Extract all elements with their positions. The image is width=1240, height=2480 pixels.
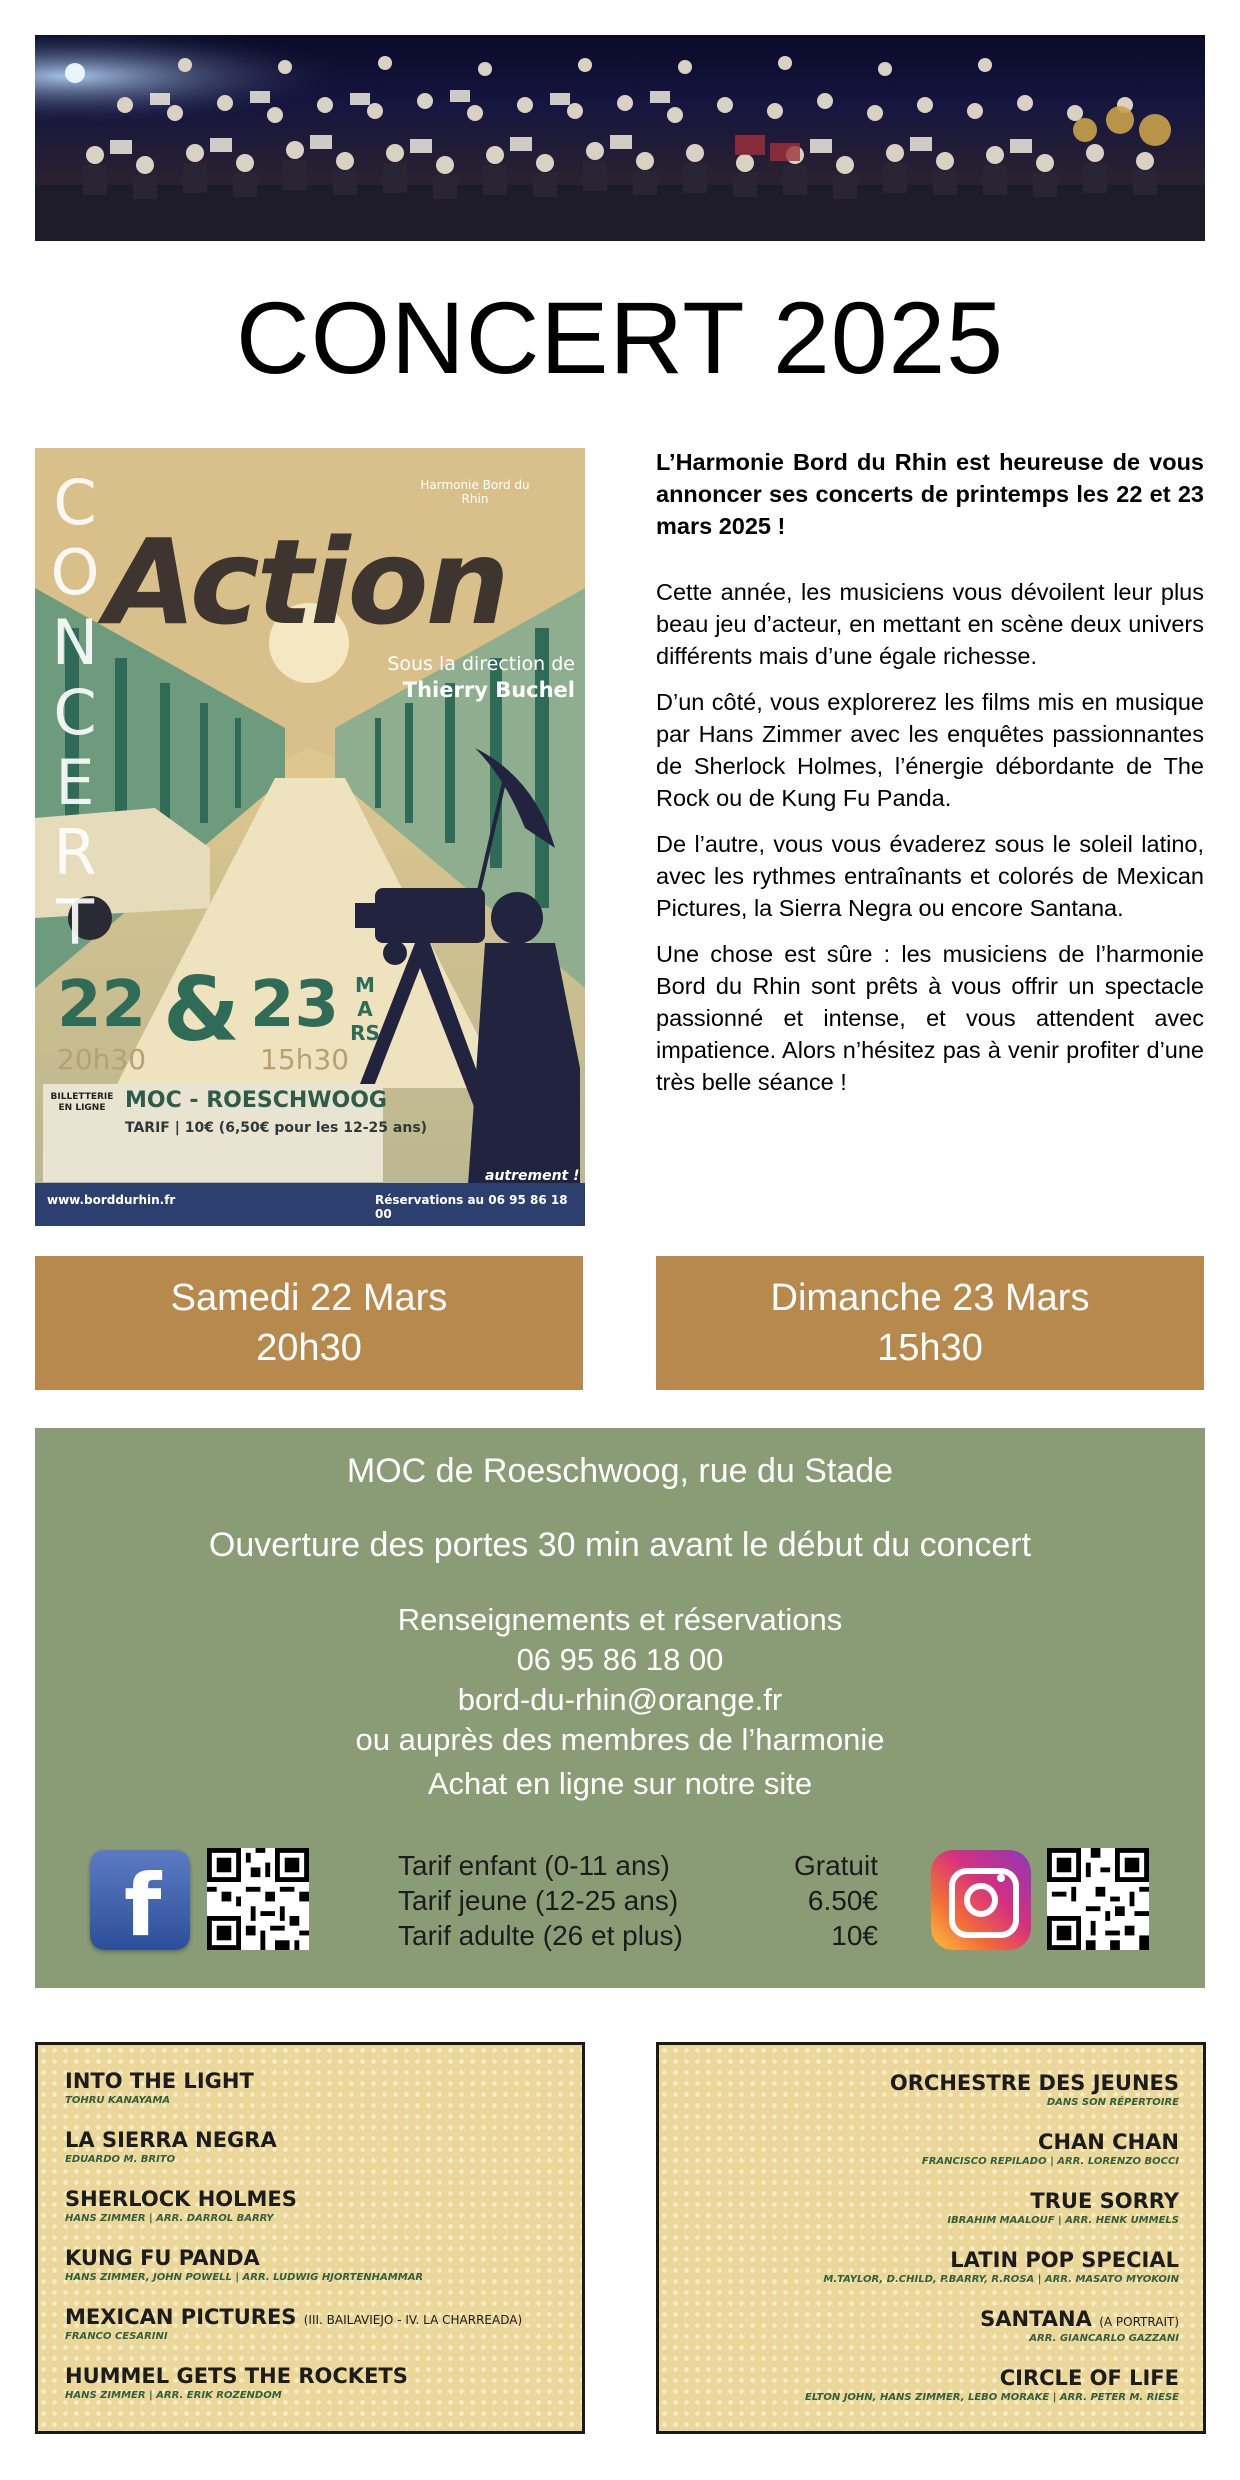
- intro-lead: L’Harmonie Bord du Rhin est heureuse de vous annoncer ses concerts de printemps les 22 et 23 mars 2025 !: [656, 449, 1204, 539]
- doors-opening: Ouverture des portes 30 min avant le début du concert: [208, 1526, 1032, 1564]
- contact-phone: 06 95 86 18 00: [516, 1642, 724, 1677]
- program-panel-left: [35, 2042, 585, 2434]
- poster-day1: 22: [57, 968, 147, 1042]
- program-item: [65, 2069, 565, 2106]
- poster-tagline: autrement !: [485, 1168, 580, 1184]
- tarif-price: 10€: [831, 1920, 878, 1951]
- poster-tarif: TARIF | 10€ (6,50€ pour les 12-25 ans): [125, 1120, 428, 1136]
- poster-conductor: Thierry Buchel: [402, 678, 575, 702]
- piece-title: INTO THE LIGHT: [65, 2069, 254, 2093]
- poster-vertical-concert: CONCERT: [50, 466, 100, 959]
- instagram-qr-code: [1047, 1848, 1149, 1950]
- poster-direction-label: Sous la direction de: [387, 653, 575, 675]
- facebook-qr-code: [207, 1848, 309, 1950]
- program-item: [65, 2128, 565, 2165]
- program-item: [679, 2248, 1179, 2285]
- orchestra-banner-photo: [35, 35, 1205, 241]
- poster-org-name: Harmonie Bord du Rhin: [420, 478, 530, 506]
- program-item: [679, 2366, 1179, 2403]
- program-item: [65, 2246, 565, 2283]
- piece-credit: ARR. GIANCARLO GAZZANI: [1029, 2333, 1179, 2344]
- poster-time2: 15h30: [260, 1043, 350, 1076]
- concert-poster: [35, 448, 585, 1226]
- poster-month: MARS: [350, 973, 380, 1045]
- poster-time1: 20h30: [57, 1043, 147, 1076]
- piece-subtitle: (III. BAILAVIEJO - IV. LA CHARREADA): [303, 2313, 523, 2327]
- piece-subtitle: (A PORTRAIT): [1099, 2315, 1179, 2329]
- intro-paragraph-3: De l’autre, vous vous évaderez sous le soleil latino, avec les rythmes entraînants et colorés de Mexican Pictures, la Sierra Negra ou encore Santana.: [656, 831, 1204, 921]
- orchestra-photo-illustration: [35, 35, 1205, 241]
- piece-credit: EDUARDO M. BRITO: [65, 2154, 176, 2165]
- date-day: Dimanche 23 Mars: [770, 1277, 1090, 1319]
- tarif-table: [398, 1848, 878, 1953]
- piece-credit: HANS ZIMMER | ARR. DARROL BARRY: [65, 2213, 274, 2224]
- piece-title: TRUE SORRY: [1030, 2189, 1179, 2213]
- piece-title: LA SIERRA NEGRA: [65, 2128, 277, 2152]
- date-box-sunday: [656, 1256, 1204, 1390]
- tarif-price: Gratuit: [793, 1850, 878, 1881]
- piece-credit: DANS SON RÉPERTOIRE: [1046, 2097, 1179, 2108]
- intro-paragraph-2: D’un côté, vous explorerez les films mis en musique par Hans Zimmer avec les enquêtes passionnantes de Sherlock Holmes, l’énergie débordante de The Rock ou de Kung Fu Panda.: [656, 689, 1204, 811]
- program-panel-right: [656, 2042, 1206, 2434]
- piece-title: KUNG FU PANDA: [65, 2246, 260, 2270]
- poster-day2: 23: [250, 968, 340, 1042]
- intro-paragraph-1: Cette année, les musiciens vous dévoilent leur plus beau jeu d’acteur, en mettant en scène deux univers différents mais d’une égale richesse.: [656, 579, 1204, 669]
- tarif-row: [398, 1883, 878, 1918]
- piece-title: HUMMEL GETS THE ROCKETS: [65, 2364, 408, 2388]
- poster-title: Action: [105, 513, 507, 651]
- piece-credit: HANS ZIMMER, JOHN POWELL | ARR. LUDWIG HJORTENHAMMAR: [65, 2272, 424, 2283]
- piece-title: CHAN CHAN: [1038, 2130, 1179, 2154]
- date-box-saturday: [35, 1256, 583, 1390]
- program-item: [679, 2189, 1179, 2226]
- piece-title: MEXICAN PICTURES: [65, 2305, 297, 2329]
- piece-credit: IBRAHIM MAALOUF | ARR. HENK UMMELS: [947, 2215, 1179, 2226]
- poster-ampersand: &: [163, 958, 240, 1061]
- poster-ticket-label: BILLETTERIE EN LIGNE: [50, 1092, 114, 1113]
- date-day: Samedi 22 Mars: [170, 1277, 448, 1319]
- piece-credit: FRANCO CESARINI: [65, 2331, 168, 2342]
- tarif-label: Tarif jeune (12-25 ans): [398, 1885, 679, 1916]
- venue-address: MOC de Roeschwoog, rue du Stade: [346, 1452, 894, 1490]
- piece-title: CIRCLE OF LIFE: [999, 2366, 1179, 2390]
- program-item: [65, 2305, 565, 2342]
- tarif-row: [398, 1918, 878, 1953]
- piece-credit: TOHRU KANAYAMA: [65, 2095, 171, 2106]
- online-purchase: Achat en ligne sur notre site: [427, 1766, 813, 1801]
- poster-reservation: Réservations au 06 95 86 18 00: [375, 1193, 568, 1221]
- piece-title: LATIN POP SPECIAL: [950, 2248, 1179, 2272]
- piece-title: ORCHESTRE DES JEUNES: [889, 2071, 1179, 2095]
- piece-title: SANTANA: [980, 2307, 1092, 2331]
- program-item: [679, 2071, 1179, 2108]
- piece-credit: M.TAYLOR, D.CHILD, P.BARRY, R.ROSA | ARR. MASATO MYOKOIN: [823, 2274, 1179, 2285]
- program-item: [65, 2364, 565, 2401]
- date-time: 20h30: [256, 1327, 362, 1369]
- tarif-label: Tarif enfant (0-11 ans): [398, 1850, 670, 1881]
- program-item: [679, 2130, 1179, 2167]
- info-panel: [35, 1428, 1205, 1988]
- piece-title: SHERLOCK HOLMES: [65, 2187, 297, 2211]
- poster-venue: MOC - ROESCHWOOG: [125, 1088, 387, 1113]
- piece-credit: ELTON JOHN, HANS ZIMMER, LEBO MORAKE | ARR. PETER M. RIESE: [804, 2392, 1179, 2403]
- date-time: 15h30: [877, 1327, 983, 1369]
- tarif-price: 6.50€: [807, 1885, 878, 1916]
- program-item: [679, 2307, 1179, 2344]
- poster-website: www.borddurhin.fr: [47, 1193, 176, 1207]
- contact-members: ou auprès des membres de l’harmonie: [355, 1722, 885, 1757]
- intro-paragraph-4: Une chose est sûre : les musiciens de l’harmonie Bord du Rhin sont prêts à vous offrir un spectacle passionné et intense, et vous attendent avec impatience. Alors n’hésitez pas à venir profiter d’une très belle séance !: [656, 941, 1204, 1095]
- contact-title: Renseignements et réservations: [397, 1602, 843, 1637]
- page-title: CONCERT 2025: [236, 281, 1004, 395]
- facebook-icon[interactable]: f: [90, 1850, 190, 1950]
- tarif-label: Tarif adulte (26 et plus): [398, 1920, 683, 1951]
- contact-email[interactable]: bord-du-rhin@orange.fr: [457, 1682, 783, 1717]
- tarif-row: [398, 1848, 878, 1883]
- instagram-icon[interactable]: [931, 1850, 1031, 1950]
- program-item: [65, 2187, 565, 2224]
- piece-credit: HANS ZIMMER | ARR. ERIK ROZENDOM: [65, 2390, 282, 2401]
- intro-text: [656, 446, 1204, 1112]
- piece-credit: FRANCISCO REPILADO | ARR. LORENZO BOCCI: [921, 2156, 1179, 2167]
